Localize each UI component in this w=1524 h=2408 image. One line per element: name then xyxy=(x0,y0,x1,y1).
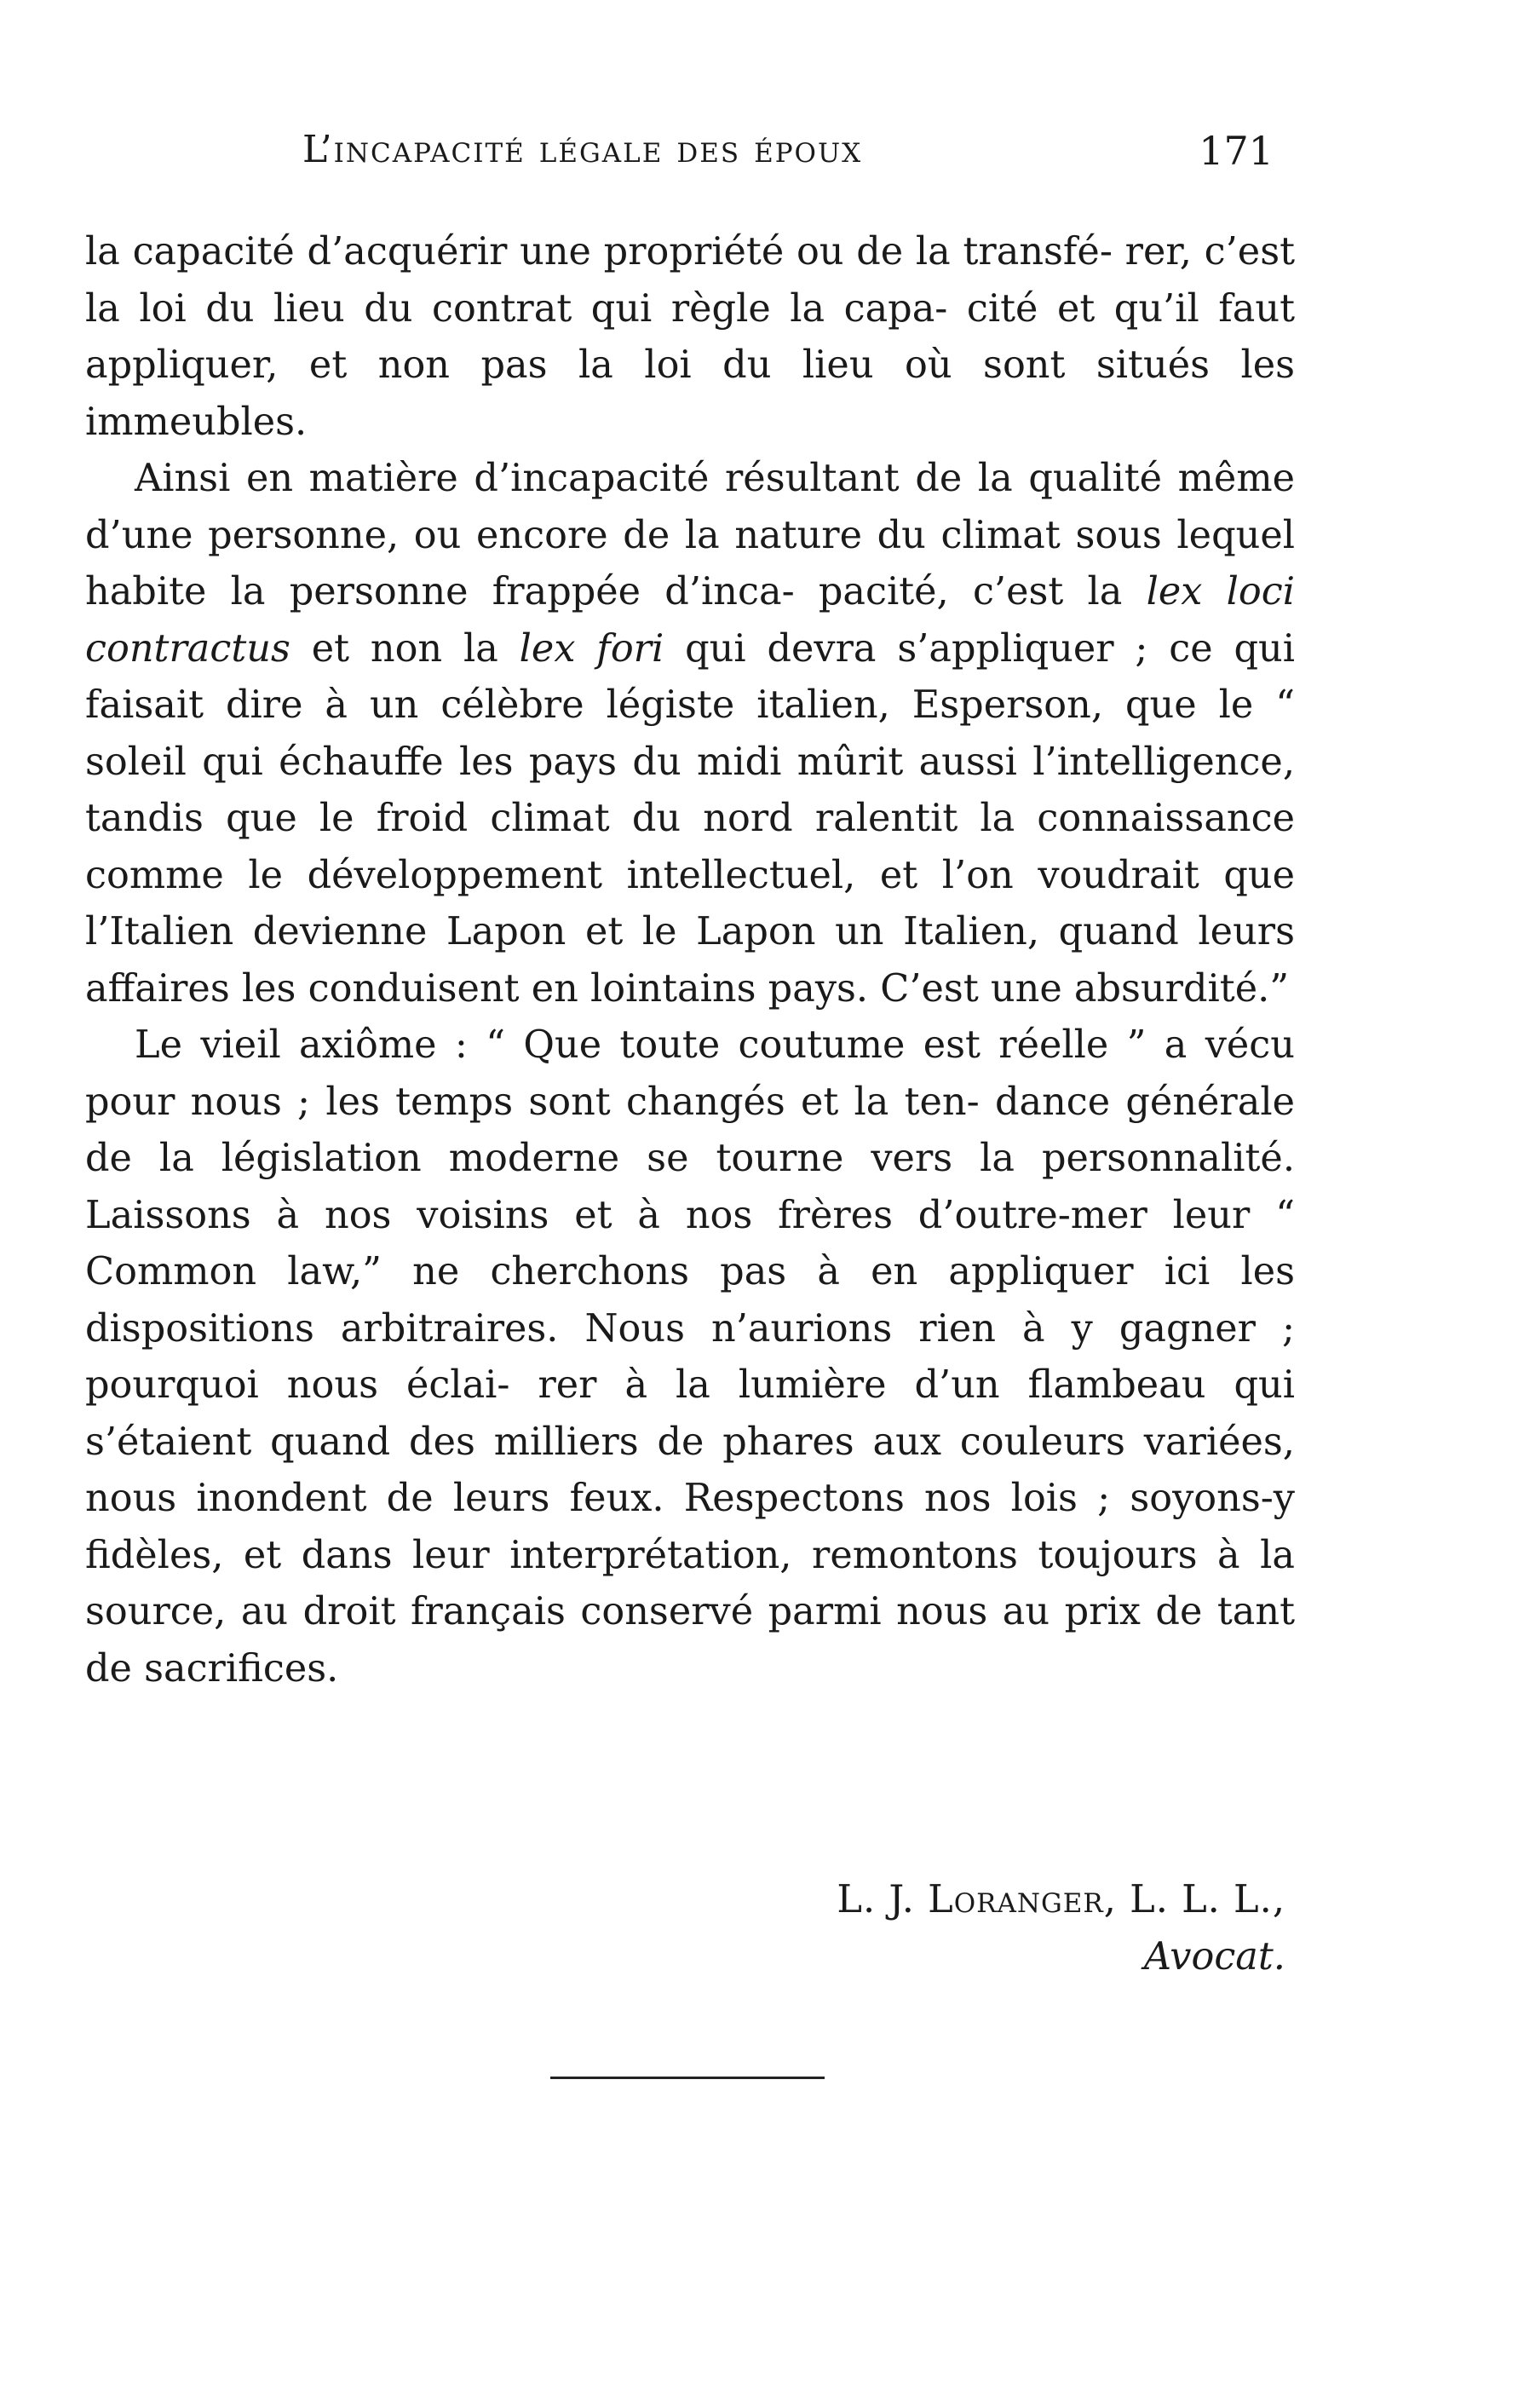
page-header xyxy=(302,128,1274,187)
author-surname: Loranger xyxy=(928,1877,1104,1921)
latin-term-lex-loci: lex loci contractus xyxy=(85,569,1296,671)
end-rule xyxy=(550,2077,825,2079)
paragraph-3: Le vieil axiôme : “ Que toute coutume est réelle ” a vécu pour nous ; les temps sont changés et la ten- dance générale de la législation moderne se tourne vers la personnalité. Laissons à nos voisins et à nos frères d’outre-mer leur “ Common law,” ne cherchons pas à en appliquer ici les dispositions arbitraires. Nous n’aurions rien à y gagner ; pourquoi nous éclai- rer à la lumière d’un flambeau qui s’étaient quand des milliers de phares aux couleurs variées, nous inondent de leurs feux. Respectons nos lois ; soyons-y fidèles, et dans leur interprétation, remontons toujours à la source, au droit français conservé parmi nous au prix de tant de sacrifices. xyxy=(85,1023,1295,1691)
body-text xyxy=(85,223,1295,1697)
paragraph-1: la capacité d’acquérir une propriété ou de la transfé- rer, c’est la loi du lieu du contrat qui règle la capa- cité et qu’il faut appliquer, et non pas la loi du lieu où sont situés les immeubles. xyxy=(85,229,1295,444)
running-title: L’incapacité légale des époux xyxy=(302,128,863,171)
author-degree: , L. L. L., xyxy=(1103,1877,1285,1921)
page-number: 171 xyxy=(1199,128,1274,174)
author-name xyxy=(837,1871,1285,1928)
latin-term-lex-fori: lex fori xyxy=(519,625,664,671)
paragraph-2-text-b: et non la xyxy=(290,625,520,671)
author-initials: L. J. xyxy=(837,1877,929,1921)
paragraph-2-text-c: qui devra s’appliquer ; ce qui faisait dire à un célèbre légiste italien, Esperson, que le “ soleil qui échauffe les pays du midi mûrit aussi l’intelligence, tandis que le froid climat du nord ralentit la connaissance comme le développement intellectuel, et l’on voudrait que l’Italien devienne Lapon et le Lapon un Italien, quand leurs affaires les conduisent en lointains pays. C’est une absurdité.” xyxy=(85,625,1295,1011)
paragraph-2 xyxy=(85,450,1295,1017)
author-signature xyxy=(837,1871,1285,1985)
paragraph-2-text-a: Ainsi en matière d’incapacité résultant de la qualité même d’une personne, ou encore de la nature du climat sous lequel habite la personne frappée d’inca- pacité, c’est la xyxy=(85,456,1295,614)
author-title: Avocat. xyxy=(1143,1933,1285,1979)
